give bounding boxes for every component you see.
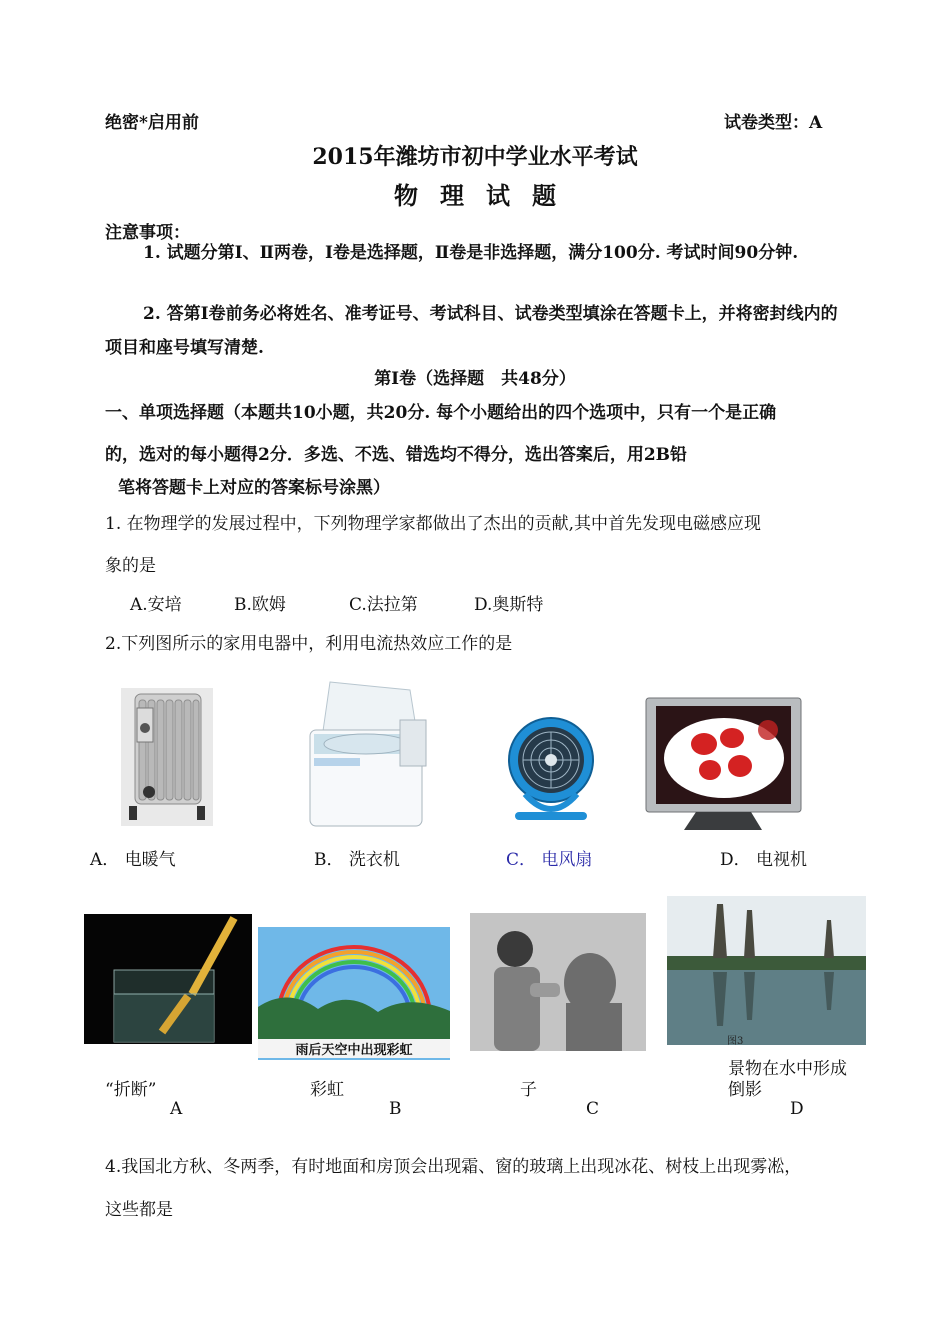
secrecy-label: 绝密*启用前 [105,113,199,133]
q2-option-c-letter: C． [506,850,537,870]
rainbow-image [258,927,450,1060]
q2-option-a-letter: A． [90,850,120,870]
q4-stem-line-2: 这些都是 [105,1200,173,1220]
q1-option-c: C.法拉第 [349,595,418,615]
q2-option-d-text: 电视机 [756,850,808,870]
q1-stem-line-2: 象的是 [105,556,156,576]
pagoda-reflection-image [667,896,866,1045]
q1-option-b: B.欧姆 [234,595,286,615]
q3-letter-d: D [790,1099,804,1119]
q1-option-d: D.奥斯特 [474,595,544,615]
exam-title: 2015年潍坊市初中学业水平考试 [312,144,638,170]
q2-option-d [720,845,807,870]
q4-stem-line-1: 4.我国北方秋、冬两季，有时地面和房顶会出现霜、窗的玻璃上出现冰花、树枝上出现雾凇， [105,1157,802,1177]
shadow-boy-image [470,913,646,1051]
notice-item-1: 1. 试题分第Ⅰ、Ⅱ两卷，I卷是选择题，Ⅱ卷是非选择题，满分100分. 考试时间90分钟. [143,243,799,263]
q3-caption-b: 彩虹 [310,1080,344,1100]
q2-option-c [506,845,592,870]
q3-caption-d-line-2: 倒影 [728,1080,762,1100]
instructions-line-3: 笔将答题卡上对应的答案标号涂黑） [118,478,390,498]
electric-fan-image [505,712,597,824]
q2-option-b [314,845,400,870]
television-image [644,696,803,834]
notice-item-2: 2. 答第Ⅰ卷前务必将姓名、准考证号、考试科目、试卷类型填涂在答题卡上，并将密封线内的项目和座号填写清楚. [105,304,838,358]
q2-stem: 2.下列图所示的家用电器中，利用电流热效应工作的是 [105,634,513,654]
q3-caption-d-line-1: 景物在水中形成 [728,1059,847,1079]
q3-caption-a: “折断” [105,1080,157,1100]
figure-3-mark: 图3 [727,1036,744,1045]
subject-title: 物理试题 [394,181,578,210]
rainbow-caption: 雨后天空中出现彩虹 [258,1039,450,1058]
q3-caption-c: 子 [520,1080,537,1100]
notice-heading: 注意事项： [105,223,190,243]
q2-option-c-text: 电风扇 [541,850,593,870]
q2-option-a [90,845,176,870]
q3-letter-c: C [586,1099,600,1119]
q2-option-b-text: 洗衣机 [348,850,400,870]
q2-option-a-text: 电暖气 [124,850,176,870]
q3-letter-a: A [170,1099,183,1119]
paper-type-label: 试卷类型：A [724,113,823,133]
section-heading: 第Ⅰ卷（选择题 共48分） [374,369,576,389]
pencil-in-water-image [84,914,252,1044]
q2-option-b-letter: B． [314,850,344,870]
q2-option-d-letter: D． [720,850,751,870]
q1-stem-line-1: 1. 在物理学的发展过程中，下列物理学家都做出了杰出的贡献,其中首先发现电磁感应现 [105,514,762,534]
radiator-image [121,688,213,826]
instructions-line-2: 的，选对的每小题得2分．多选、不选、错选均不得分，选出答案后，用2B铅 [105,445,688,465]
instructions-line-1: 一、单项选择题（本题共10小题，共20分. 每个小题给出的四个选项中，只有一个是正确 [105,403,777,423]
washing-machine-image [300,680,436,830]
q3-letter-b: B [389,1099,402,1119]
q1-option-a: A.安培 [130,595,182,615]
